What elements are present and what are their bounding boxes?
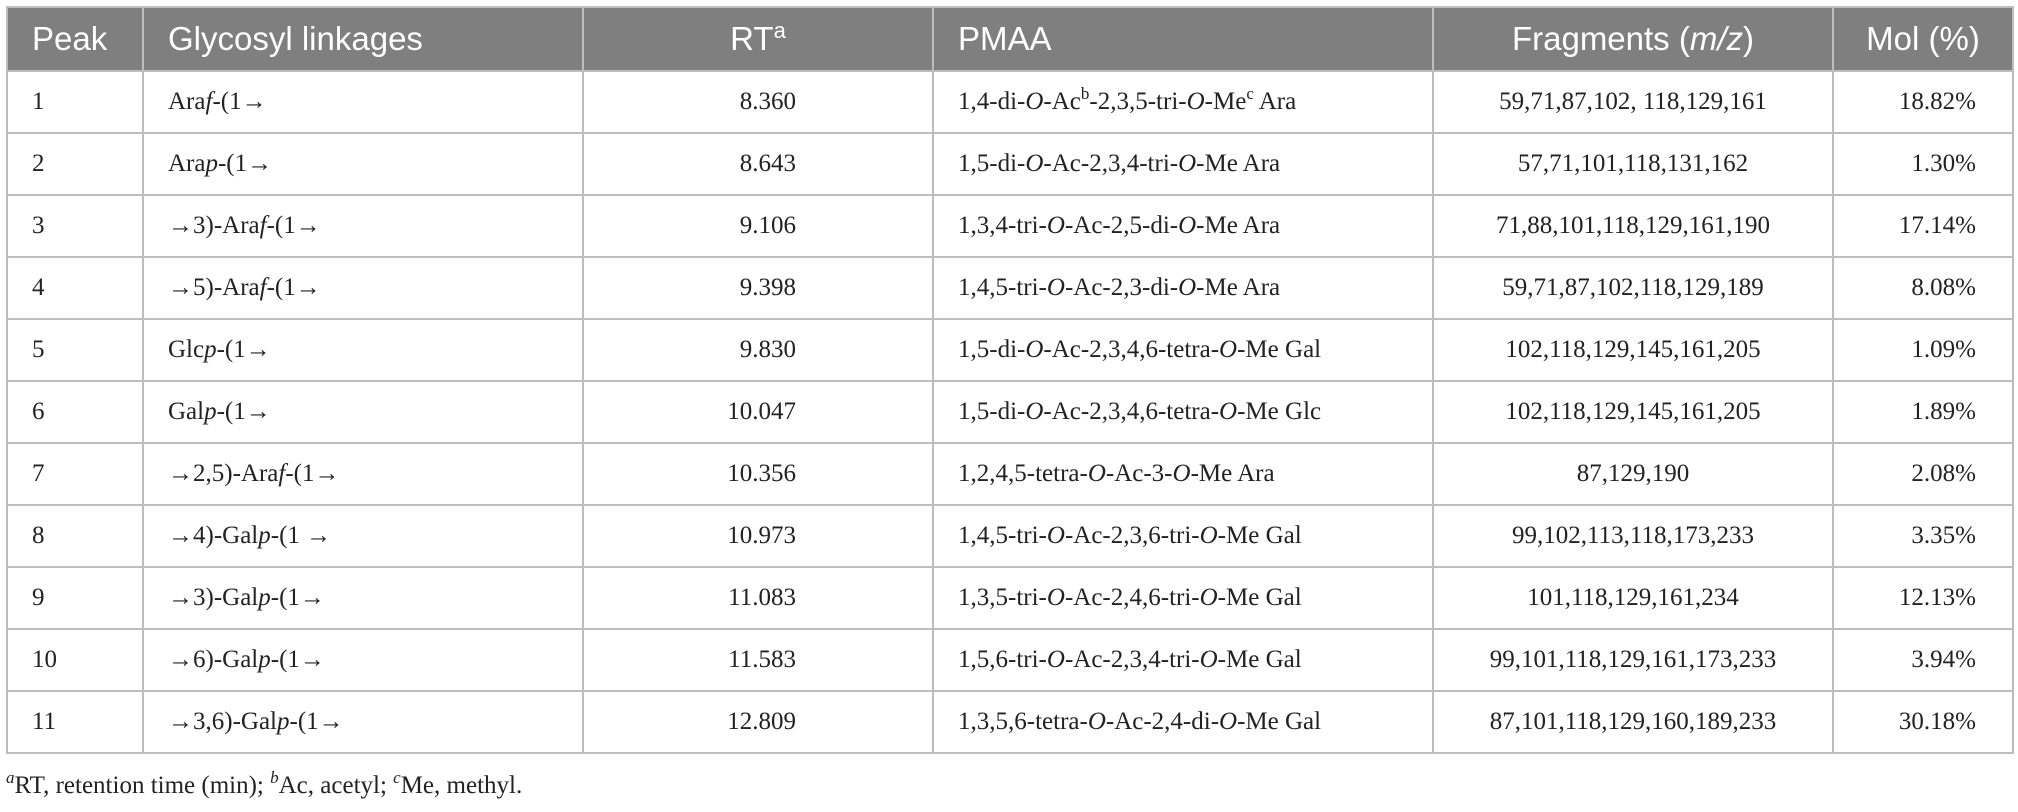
cell-mol: 18.82%	[1833, 71, 2013, 133]
text-segment: Ara	[168, 88, 206, 115]
text-segment: O	[1219, 398, 1238, 425]
text-segment: O	[1178, 274, 1197, 301]
text-segment: 1,5-di-	[958, 398, 1026, 425]
text-segment: O	[1172, 460, 1191, 487]
cell-pmaa	[933, 629, 1433, 691]
cell-mol: 1.09%	[1833, 319, 2013, 381]
text-segment: 1,5-di-	[958, 150, 1026, 177]
text-segment: -Me Ara	[1196, 274, 1281, 301]
cell-glycosyl-linkage	[143, 629, 583, 691]
cell-fragments: 59,71,87,102,118,129,189	[1433, 257, 1833, 319]
text-segment: -Me Ara	[1196, 212, 1281, 239]
text-segment: O	[1199, 522, 1218, 549]
header-fragments: Fragments (m/z)	[1433, 7, 1833, 71]
text-segment: →6)-Gal	[168, 646, 259, 673]
text-segment: -Ac-2,3,4,6-tetra-	[1043, 398, 1220, 425]
text-segment: O	[1025, 336, 1044, 363]
text-segment: p	[258, 522, 271, 549]
table-container	[6, 6, 2012, 754]
text-segment: O	[1046, 274, 1065, 301]
cell-peak: 9	[7, 567, 143, 629]
text-segment: c	[1246, 84, 1254, 103]
cell-mol: 3.94%	[1833, 629, 2013, 691]
cell-pmaa	[933, 505, 1433, 567]
text-segment: Gal	[168, 398, 205, 425]
text-segment: f	[259, 212, 267, 239]
cell-mol: 1.30%	[1833, 133, 2013, 195]
text-segment: →5)-Ara	[168, 274, 260, 301]
text-segment: Ara	[168, 150, 206, 177]
text-segment: -Ac-2,3,4-tri-	[1043, 150, 1179, 177]
text-segment: 1,4-di-	[958, 88, 1026, 115]
cell-mol: 17.14%	[1833, 195, 2013, 257]
cell-mol: 30.18%	[1833, 691, 2013, 753]
cell-glycosyl-linkage	[143, 257, 583, 319]
text-segment: b	[270, 768, 279, 787]
header-rt-superscript: a	[773, 18, 786, 43]
text-segment: O	[1025, 150, 1044, 177]
text-segment: -Me Gal	[1237, 708, 1322, 735]
text-segment: 1,3,5-tri-	[958, 584, 1047, 611]
text-segment: O	[1219, 336, 1238, 363]
text-segment: a	[6, 768, 15, 787]
cell-mol: 1.89%	[1833, 381, 2013, 443]
table-row	[7, 505, 2013, 567]
text-segment: p	[258, 584, 271, 611]
text-segment: -(1→	[289, 708, 344, 735]
text-segment: -(1→	[270, 584, 325, 611]
cell-fragments: 87,129,190	[1433, 443, 1833, 505]
table-row	[7, 71, 2013, 133]
glycosyl-linkage-table	[6, 6, 2014, 754]
text-segment: Glc	[168, 336, 205, 363]
cell-rt: 9.398	[583, 257, 933, 319]
cell-fragments: 59,71,87,102, 118,129,161	[1433, 71, 1833, 133]
text-segment: O	[1219, 708, 1238, 735]
text-segment: O	[1046, 522, 1065, 549]
text-segment: →3,6)-Gal	[168, 708, 277, 735]
cell-pmaa	[933, 567, 1433, 629]
cell-mol: 2.08%	[1833, 443, 2013, 505]
table-body	[7, 71, 2013, 753]
cell-pmaa	[933, 71, 1433, 133]
text-segment: O	[1046, 584, 1065, 611]
text-segment: -Ac-3-	[1105, 460, 1173, 487]
table-row	[7, 133, 2013, 195]
cell-glycosyl-linkage	[143, 71, 583, 133]
table-row	[7, 691, 2013, 753]
text-segment: -Ac-2,3,4-tri-	[1064, 646, 1200, 673]
text-segment: -(1→	[266, 274, 321, 301]
cell-rt: 10.047	[583, 381, 933, 443]
text-segment: O	[1087, 460, 1106, 487]
text-segment: O	[1178, 150, 1197, 177]
text-segment: Ac, acetyl;	[278, 772, 394, 799]
cell-peak: 8	[7, 505, 143, 567]
cell-rt: 10.973	[583, 505, 933, 567]
cell-peak: 10	[7, 629, 143, 691]
cell-mol: 12.13%	[1833, 567, 2013, 629]
cell-glycosyl-linkage	[143, 133, 583, 195]
cell-rt: 12.809	[583, 691, 933, 753]
cell-rt: 9.106	[583, 195, 933, 257]
cell-rt: 10.356	[583, 443, 933, 505]
table-row	[7, 381, 2013, 443]
text-segment: -(1 →	[270, 522, 332, 549]
text-segment: 1,5-di-	[958, 336, 1026, 363]
cell-rt: 8.643	[583, 133, 933, 195]
cell-peak: 3	[7, 195, 143, 257]
text-segment: -Ac-2,4,6-tri-	[1064, 584, 1200, 611]
text-segment: -Me Glc	[1237, 398, 1322, 425]
cell-fragments: 101,118,129,161,234	[1433, 567, 1833, 629]
text-segment: -Ac-2,3,6-tri-	[1064, 522, 1200, 549]
cell-peak: 4	[7, 257, 143, 319]
cell-pmaa	[933, 319, 1433, 381]
text-segment: O	[1046, 212, 1065, 239]
text-segment: -Me Ara	[1196, 150, 1281, 177]
text-segment: -(1→	[216, 398, 271, 425]
table-row	[7, 319, 2013, 381]
text-segment: 1,3,4-tri-	[958, 212, 1047, 239]
cell-pmaa	[933, 381, 1433, 443]
text-segment: -(1→	[217, 150, 273, 177]
table-header	[7, 7, 2013, 71]
table-row	[7, 629, 2013, 691]
cell-fragments: 99,101,118,129,161,173,233	[1433, 629, 1833, 691]
cell-pmaa	[933, 195, 1433, 257]
text-segment: p	[205, 150, 218, 177]
text-segment: O	[1199, 584, 1218, 611]
cell-rt: 11.083	[583, 567, 933, 629]
cell-rt: 9.830	[583, 319, 933, 381]
text-segment: O	[1178, 212, 1197, 239]
text-segment: -Me Gal	[1217, 646, 1302, 673]
text-segment: f	[205, 88, 213, 115]
text-segment: O	[1025, 398, 1044, 425]
text-segment: f	[259, 274, 267, 301]
text-segment: O	[1087, 708, 1106, 735]
table-row	[7, 567, 2013, 629]
text-segment: -Ac	[1043, 88, 1081, 115]
text-segment: O	[1025, 88, 1044, 115]
text-segment: Me, methyl.	[400, 772, 523, 799]
text-segment: →2,5)-Ara	[168, 460, 279, 487]
cell-glycosyl-linkage	[143, 567, 583, 629]
text-segment: -Ac-2,4-di-	[1105, 708, 1220, 735]
header-glycosyl-linkages: Glycosyl linkages	[143, 7, 583, 71]
cell-glycosyl-linkage	[143, 319, 583, 381]
text-segment: 1,4,5-tri-	[958, 274, 1047, 301]
text-segment: -(1→	[216, 336, 271, 363]
table-row	[7, 195, 2013, 257]
cell-peak: 2	[7, 133, 143, 195]
table-row	[7, 257, 2013, 319]
text-segment: -(1→	[212, 88, 267, 115]
cell-pmaa	[933, 133, 1433, 195]
cell-mol: 8.08%	[1833, 257, 2013, 319]
cell-pmaa	[933, 691, 1433, 753]
cell-rt: 11.583	[583, 629, 933, 691]
text-segment: 1,5,6-tri-	[958, 646, 1047, 673]
text-segment: →4)-Gal	[168, 522, 259, 549]
cell-glycosyl-linkage	[143, 691, 583, 753]
cell-rt: 8.360	[583, 71, 933, 133]
text-segment: O	[1199, 646, 1218, 673]
text-segment: -2,3,5-tri-	[1089, 88, 1187, 115]
cell-fragments: 71,88,101,118,129,161,190	[1433, 195, 1833, 257]
text-segment: p	[277, 708, 290, 735]
cell-fragments: 87,101,118,129,160,189,233	[1433, 691, 1833, 753]
text-segment: O	[1186, 88, 1205, 115]
cell-glycosyl-linkage	[143, 195, 583, 257]
cell-mol: 3.35%	[1833, 505, 2013, 567]
table-footnote	[6, 768, 523, 800]
cell-glycosyl-linkage	[143, 381, 583, 443]
text-segment: -(1→	[266, 212, 321, 239]
cell-peak: 6	[7, 381, 143, 443]
text-segment: p	[204, 398, 217, 425]
text-segment: Ara	[1253, 88, 1297, 115]
cell-pmaa	[933, 443, 1433, 505]
text-segment: -Ac-2,5-di-	[1064, 212, 1179, 239]
text-segment: -Ac-2,3,4,6-tetra-	[1043, 336, 1220, 363]
cell-peak: 1	[7, 71, 143, 133]
text-segment: -Me Ara	[1190, 460, 1275, 487]
text-segment: 1,3,5,6-tetra-	[958, 708, 1088, 735]
text-segment: c	[393, 768, 401, 787]
text-segment: →3)-Gal	[168, 584, 259, 611]
text-segment: O	[1046, 646, 1065, 673]
table-row	[7, 443, 2013, 505]
header-peak: Peak	[7, 7, 143, 71]
text-segment: b	[1080, 84, 1090, 103]
text-segment: -Ac-2,3-di-	[1064, 274, 1179, 301]
text-segment: RT, retention time (min);	[14, 772, 271, 799]
cell-glycosyl-linkage	[143, 505, 583, 567]
text-segment: -Me Gal	[1217, 584, 1302, 611]
text-segment: p	[204, 336, 217, 363]
cell-fragments: 102,118,129,145,161,205	[1433, 381, 1833, 443]
header-rt: $RT^a$	[583, 7, 933, 71]
cell-fragments: 102,118,129,145,161,205	[1433, 319, 1833, 381]
cell-pmaa	[933, 257, 1433, 319]
cell-fragments: 57,71,101,118,131,162	[1433, 133, 1833, 195]
header-mol: Mol (%)	[1833, 7, 2013, 71]
text-segment: p	[258, 646, 271, 673]
header-pmaa: PMAA	[933, 7, 1433, 71]
text-segment: -Me Gal	[1237, 336, 1322, 363]
cell-glycosyl-linkage	[143, 443, 583, 505]
text-segment: -Me Gal	[1217, 522, 1302, 549]
text-segment: →3)-Ara	[168, 212, 260, 239]
text-segment: f	[278, 460, 286, 487]
cell-peak: 7	[7, 443, 143, 505]
text-segment: -(1→	[285, 460, 340, 487]
cell-fragments: 99,102,113,118,173,233	[1433, 505, 1833, 567]
text-segment: 1,2,4,5-tetra-	[958, 460, 1088, 487]
cell-peak: 11	[7, 691, 143, 753]
text-segment: -(1→	[270, 646, 325, 673]
text-segment: 1,4,5-tri-	[958, 522, 1047, 549]
header-row	[7, 7, 2013, 71]
cell-peak: 5	[7, 319, 143, 381]
text-segment: -Me	[1204, 88, 1247, 115]
